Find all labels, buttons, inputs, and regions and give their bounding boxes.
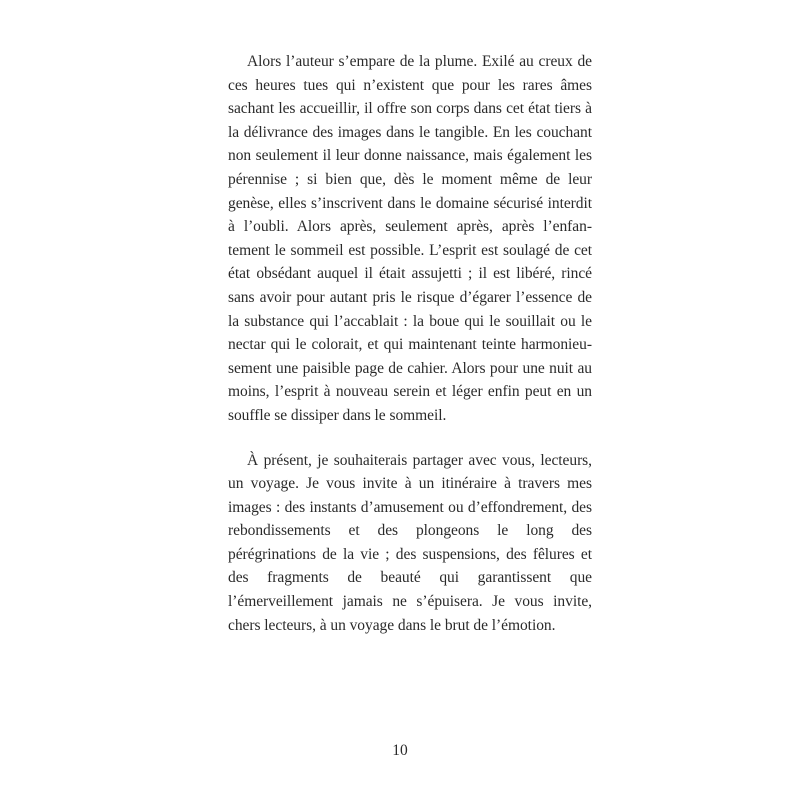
paragraph-1: Alors l’auteur s’empare de la plume. Exilé au creux de ces heures tues qui n’existent que pour les rares âmes sachant les accueillir, il offre son corps dans cet état tiers à la délivrance des images dans le tangible. En les couchant non seulement il leur donne naissance, mais également les pérennise ; si bien que, dès le moment même de leur genèse, elles s’inscrivent dans le domaine sécurisé interdit à l’oubli. Alors après, seulement après, après l’enfantement le sommeil est possible. L’esprit est soulagé de cet état obsédant auquel il était assujetti ; il est libéré, rincé sans avoir pour autant pris le risque d’égarer l’essence de la substance qui l’accablait : la boue qui le souillait ou le nectar qui le colorait, et qui maintenant teinte harmonieusement une paisible page de cahier. Alors pour une nuit au moins, l’esprit à nouveau serein et léger enfin peut en un souffle se dissiper dans le sommeil. <box>228 53 592 424</box>
paragraph-2: À présent, je souhaiterais partager avec vous, lecteurs, un voyage. Je vous invite à un itinéraire à travers mes images : des instants d’amusement ou d’effondrement, des rebondissements et des plongeons le long des pérégrinations de la vie ; des suspensions, des fêlures et des fragments de beauté qui garantissent que l’émerveillement jamais ne s’épuisera. Je vous invite, chers lecteurs, à un voyage dans le brut de l’émotion. <box>228 451 592 634</box>
body-text <box>228 50 592 637</box>
page-number: 10 <box>392 742 408 759</box>
